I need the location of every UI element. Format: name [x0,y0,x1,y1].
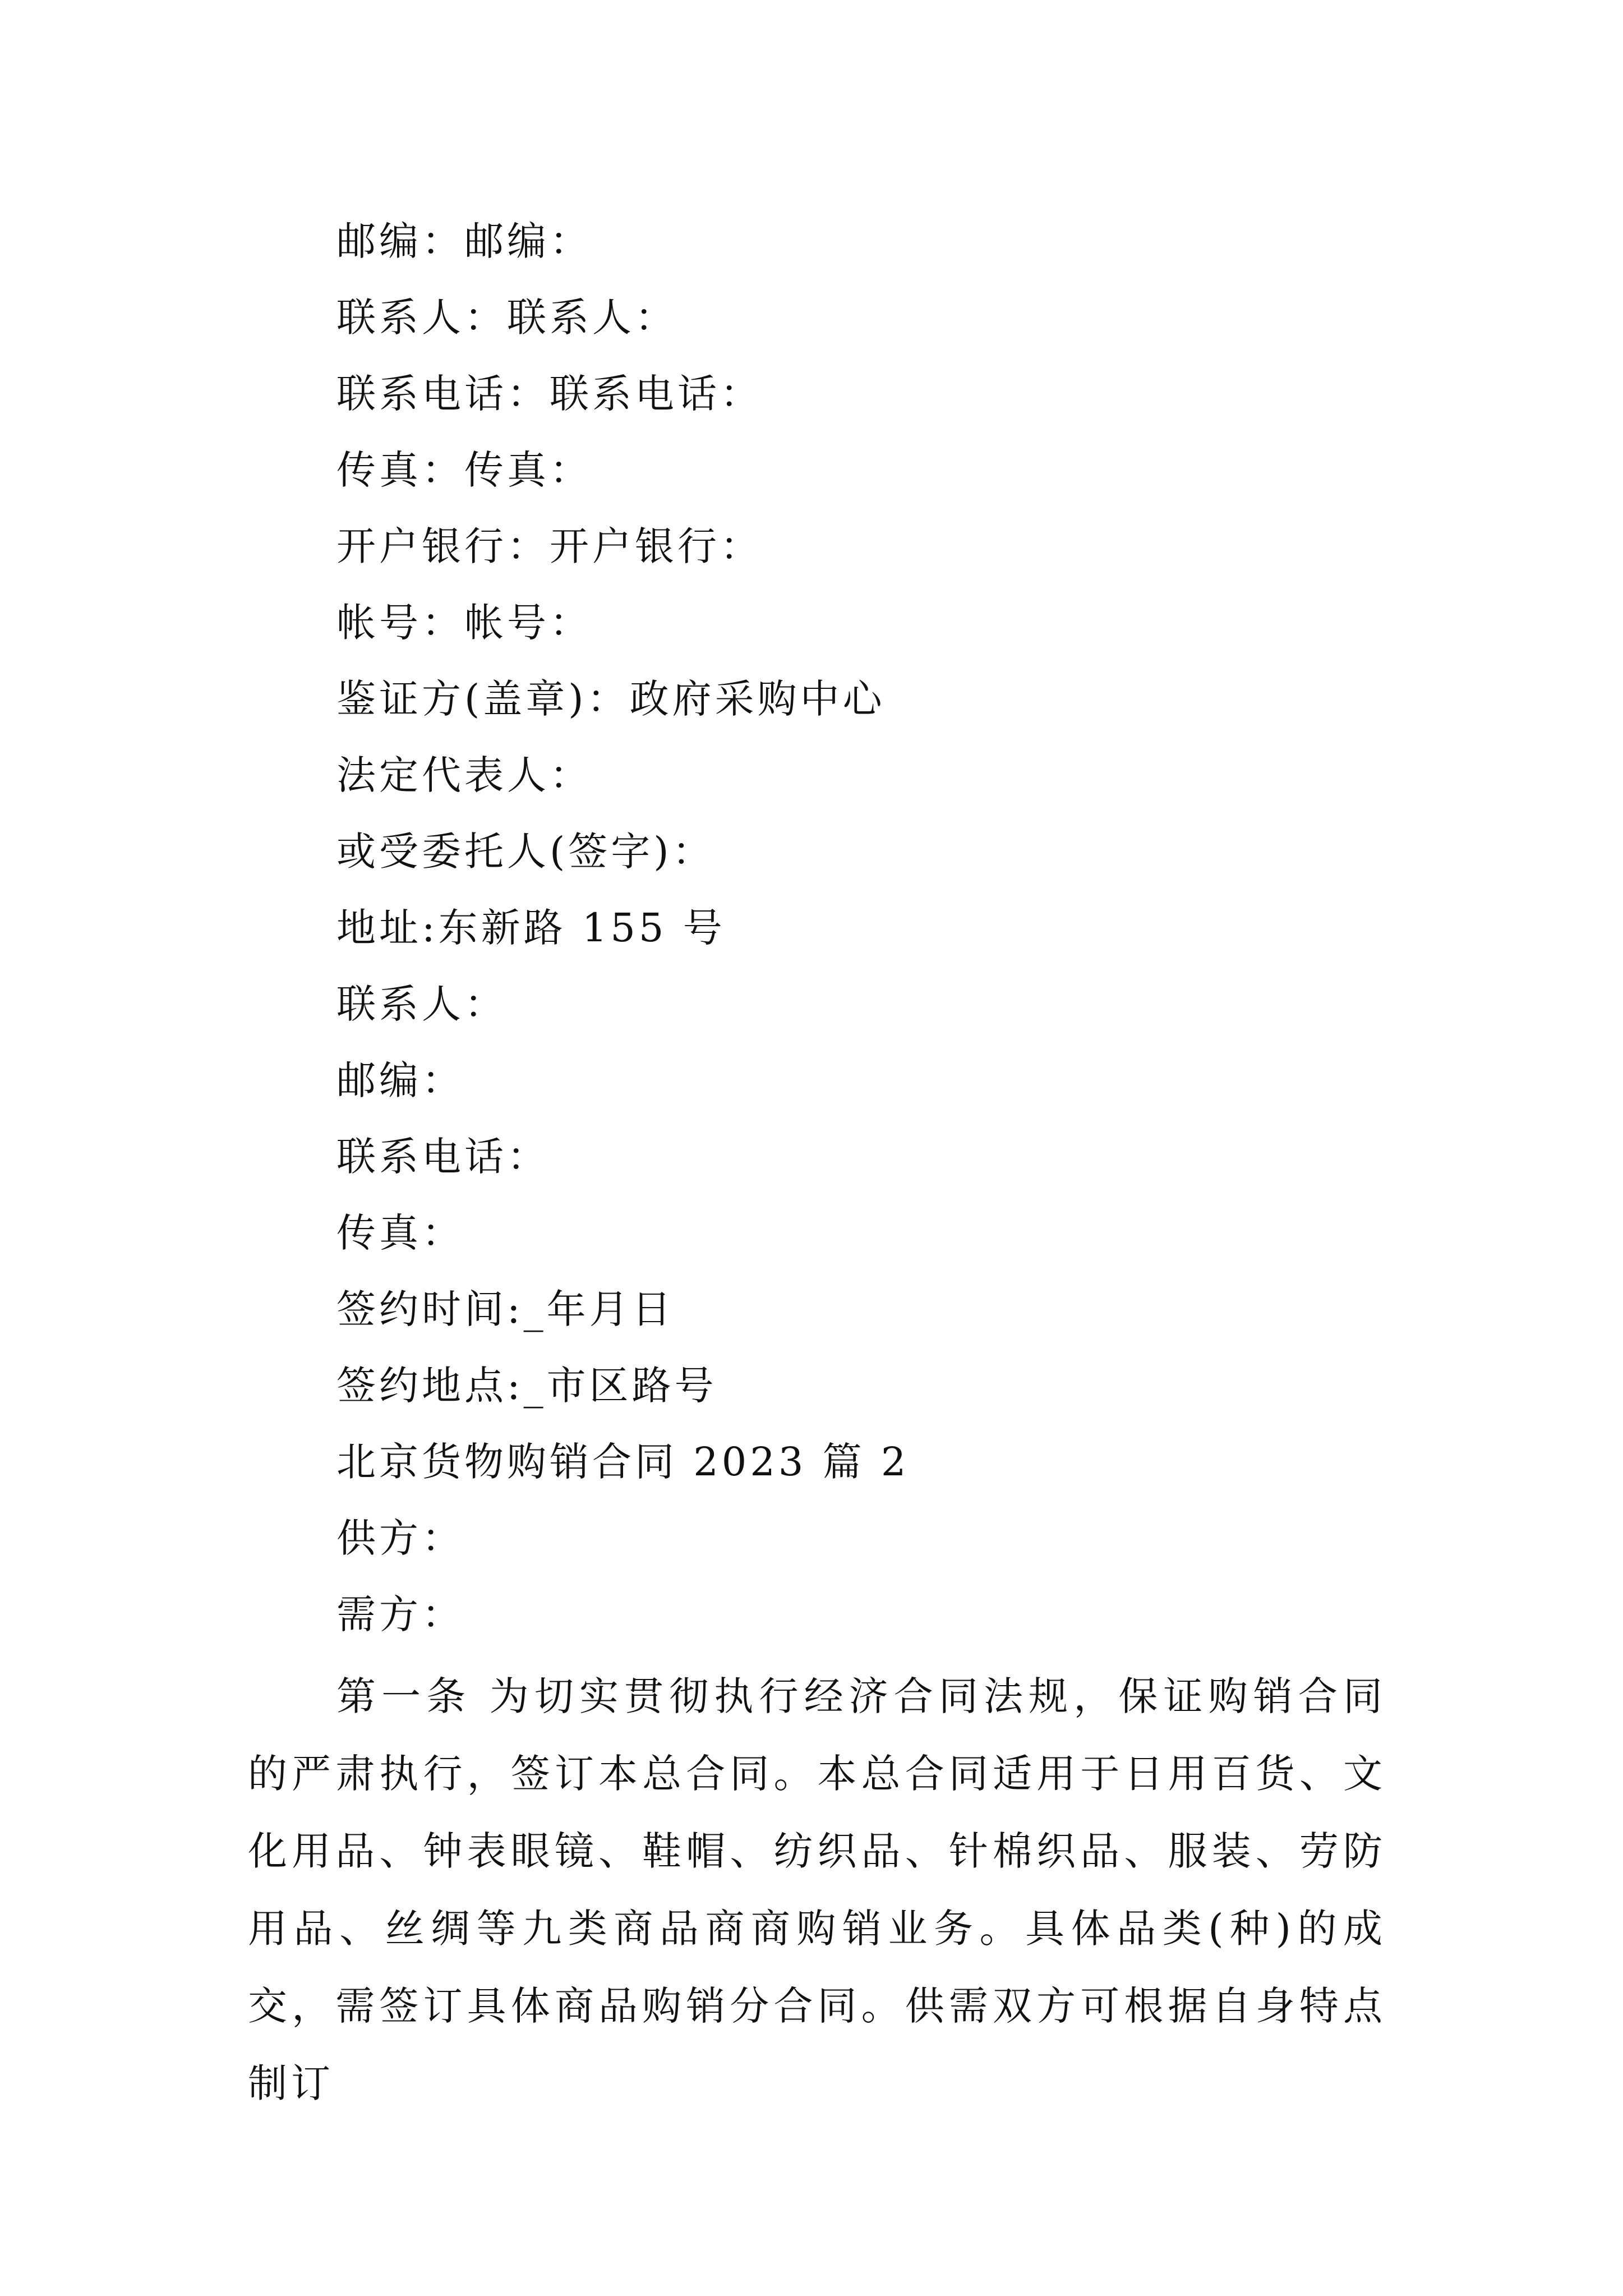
witness-line: 鉴证方(盖章)：政府采购中心 [336,676,886,722]
authorized-signer-line: 或受委托人(签字)： [336,829,715,875]
section-heading: 北京货物购销合同 2023 篇 2 [336,1439,910,1485]
signing-place-line: 签约地点:_市区路号 [336,1363,717,1409]
legal-representative-line: 法定代表人： [336,752,592,798]
witness-fax-line: 传真： [336,1210,464,1256]
witness-postcode-line: 邮编： [336,1057,464,1103]
contact-person-line: 联系人：联系人： [336,295,677,341]
article-one-paragraph: 第一条 为切实贯彻执行经济合同法规，保证购销合同的严肃执行，签订本总合同。本总合同适用于日用百货、文化用品、钟表眼镜、鞋帽、纺织品、针棉织品、服装、劳防用品、丝绸等九类商品商商购销业务。具体品类(种)的成交，需签订具体商品购销分合同。供需双方可根据自身特点制订 [248,1673,1386,2106]
witness-contact-line: 联系人： [336,981,507,1027]
signing-date-line: 签约时间:_年月日 [336,1286,675,1332]
address-line: 地址:东新路 155 号 [336,905,726,951]
contact-phone-line: 联系电话：联系电话： [336,371,763,417]
supplier-line: 供方： [336,1515,464,1561]
postcode-line: 邮编：邮编： [336,218,592,264]
witness-phone-line: 联系电话： [336,1134,550,1180]
fax-line: 传真：传真： [336,447,592,493]
bank-line: 开户银行：开户银行： [336,523,763,569]
account-line: 帐号：帐号： [336,600,592,646]
buyer-line: 需方： [336,1591,464,1637]
